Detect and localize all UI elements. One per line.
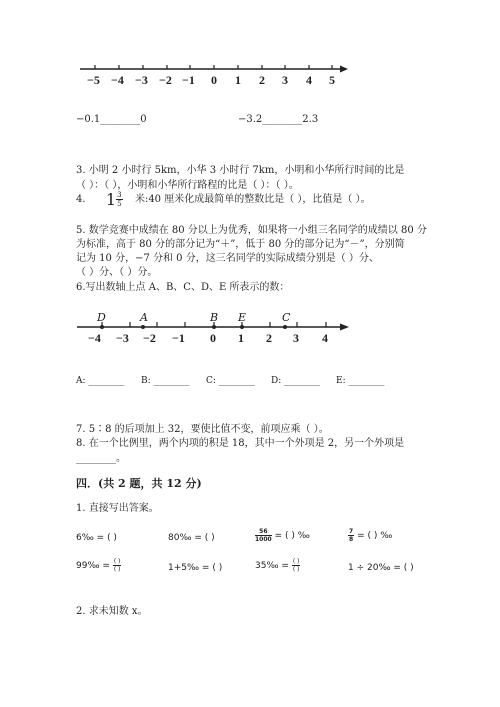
compare-right-blank[interactable]: ________ <box>262 114 303 125</box>
number-line-2 <box>0 312 500 352</box>
section4-q2: 2. 求未知数 x。 <box>76 606 148 617</box>
q8-line1: 8. 在一个比例里，两个内项的积是 18，其中一个外项是 2，另一个外项是 <box>76 438 405 449</box>
compare-left <box>76 114 147 125</box>
compare-right-a: −3.2 <box>238 114 263 125</box>
q6-title: 6.写出数轴上点 A、B、C、D、E 所表示的数： <box>76 282 290 293</box>
q6-answer-C[interactable]: C: ________ <box>206 376 255 386</box>
compare-left-blank[interactable]: ________ <box>100 114 141 125</box>
compare-right-b: 2.3 <box>302 114 319 125</box>
q6-point-A: A <box>140 311 148 324</box>
q5-line4: （ ）分、（ ）分。 <box>76 267 158 278</box>
q4-number: 4. <box>76 194 86 205</box>
nl2-label-0: 0 <box>210 331 216 345</box>
row1-item-c: $\frac{56}{1000}$ = ( ) ‰ <box>255 528 310 543</box>
q4-fraction: $\frac{3}{5}$ <box>117 191 122 208</box>
compare-right <box>238 114 318 125</box>
nl1-label-m5: −5 <box>87 73 100 87</box>
nl1-label-1: 1 <box>235 73 241 87</box>
nl1-label-5: 5 <box>329 73 335 87</box>
section4-title: 四．(共 2 题，共 12 分) <box>76 477 202 490</box>
nl1-label-m2: −2 <box>159 73 172 87</box>
nl1-label-m3: −3 <box>135 73 148 87</box>
q5-line2: 为标准，高于 80 分的部分记为“＋”，低于 80 分的部分记为“－”，分别简 <box>76 239 405 250</box>
q6-point-D: D <box>97 311 106 324</box>
q3-line2: （ ）：（ ），小明和小华所行路程的比是（ ）：（ ）。 <box>76 180 299 191</box>
q6-answer-A[interactable]: A: ________ <box>76 376 125 386</box>
row2-item-c: 35‰ = $\frac{( )}{( )}$ <box>255 558 300 573</box>
compare-left-b: 0 <box>140 114 147 125</box>
row2-item-d: 1 ÷ 20‰ = ( ) <box>348 563 414 573</box>
row1-item-b: 80‰ = ( ) <box>168 533 215 543</box>
q4 <box>76 190 371 209</box>
section4-q1: 1. 直接写出答案。 <box>76 503 159 514</box>
nl1-label-m4: −4 <box>111 73 124 87</box>
nl1-label-m1: −1 <box>182 73 195 87</box>
nl2-label-2: 2 <box>266 331 272 345</box>
q5-line3: 记为 10 分，−7 分和 0 分，这三名同学的实际成绩分别是（ ）分、 <box>76 253 379 264</box>
nl1-label-2: 2 <box>259 73 265 87</box>
q4-text: 米:40 厘米化成最简单的整数比是（ ），比值是（ ）。 <box>134 194 371 205</box>
q6-point-E: E <box>238 311 247 324</box>
q6-answer-B[interactable]: B: ________ <box>141 376 190 386</box>
nl2-label-m4: −4 <box>88 331 101 345</box>
nl1-label-0: 0 <box>211 73 217 87</box>
q6-answer-E[interactable]: E: ________ <box>336 376 385 386</box>
q4-mixed-whole: 1 <box>105 190 117 209</box>
q6-point-B: B <box>210 311 219 324</box>
q7: 7. 5∶8 的后项加上 32，要使比值不变，前项应乘（ ）。 <box>76 424 329 435</box>
nl2-label-m2: −2 <box>143 331 156 345</box>
number-line-1 <box>0 55 500 95</box>
nl1-label-4: 4 <box>306 73 312 87</box>
nl2-label-m3: −3 <box>116 331 129 345</box>
q5-line1: 5. 数学竞赛中成绩在 80 分以上为优秀，如果将一小组三名同学的成绩以 80 分 <box>76 225 427 236</box>
row2-item-b: 1+5‰ = ( ) <box>168 563 223 573</box>
q6-answer-D[interactable]: D: ________ <box>271 376 321 386</box>
nl2-label-4: 4 <box>322 331 328 345</box>
row1-item-a: 6‰ = ( ) <box>76 533 117 543</box>
nl2-label-1: 1 <box>238 331 244 345</box>
compare-left-a: −0.1 <box>76 114 101 125</box>
nl1-label-3: 3 <box>282 73 288 87</box>
nl2-label-3: 3 <box>293 331 299 345</box>
q8-line2: ________。 <box>76 453 126 464</box>
row1-item-d: $\frac{7}{8}$ = ( ) ‰ <box>349 528 393 543</box>
nl2-label-m1: −1 <box>172 331 185 345</box>
row2-item-a: 99‰ = $\frac{( )}{( )}$ <box>76 558 121 573</box>
q3-line1: 3. 小明 2 小时行 5km，小华 3 小时行 7km，小明和小华所行时间的比是 <box>76 165 405 176</box>
q6-point-C: C <box>282 311 291 324</box>
